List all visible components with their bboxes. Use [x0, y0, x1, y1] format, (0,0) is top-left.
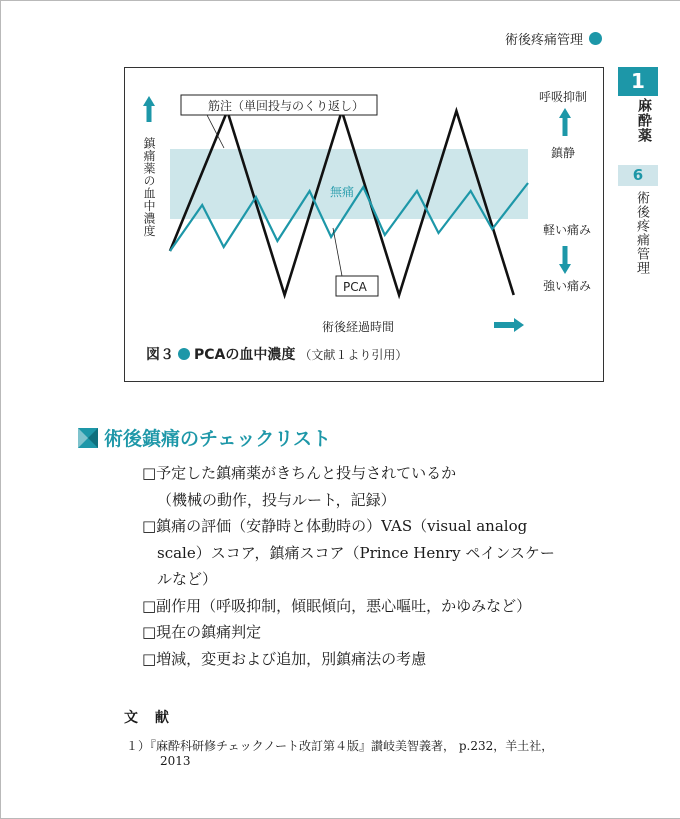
figure-caption-title: PCAの血中濃度 — [194, 347, 296, 363]
checklist-item[interactable] — [142, 593, 622, 620]
checklist-item-line: □現在の鎮痛判定 — [142, 623, 262, 641]
figure-caption-label: 図３ — [146, 347, 174, 363]
checklist-item-line: □鎮痛の評価（安静時と体動時の）VAS（visual analog — [142, 517, 528, 535]
section-heading-icon — [78, 428, 98, 448]
checklist-item[interactable] — [142, 646, 622, 673]
checklist-item-line: （機械の動作，投与ルート，記録） — [157, 490, 396, 509]
up-arrow-icon — [559, 108, 571, 136]
reference-item-line1: １）『麻酔科研修チェックノート改訂第４版』讃岐美智義著， p.232，羊土社， — [126, 739, 554, 753]
checklist-item-line: scale）スコア，鎮痛スコア（Prince Henry ペインスケー — [157, 543, 555, 562]
reference-item-line2: 2013 — [160, 754, 191, 768]
callout-pca-leader — [333, 228, 342, 276]
down-arrow-icon — [559, 246, 571, 274]
checklist-item[interactable] — [142, 619, 622, 646]
label-sedation: 鎮静 — [551, 146, 576, 160]
figure-caption — [146, 344, 407, 364]
checklist-item-line: □副作用（呼吸抑制，傾眠傾向，悪心嘔吐，かゆみなど） — [142, 596, 532, 615]
y-axis-arrow-icon — [143, 96, 155, 122]
checklist-item-line: □増減，変更および追加，別鎮痛法の考慮 — [142, 649, 427, 668]
section-tab-title: 術後疼痛管理 — [634, 191, 649, 275]
chapter-tab-number[interactable]: 1 — [618, 67, 658, 96]
label-resp-depression: 呼吸抑制 — [539, 90, 588, 104]
checklist-item[interactable] — [142, 460, 622, 513]
callout-im-label: 筋注（単回投与のくり返し） — [208, 99, 365, 113]
section-heading: 術後鎮痛のチェックリスト — [104, 428, 332, 450]
x-axis-arrow-icon — [494, 318, 524, 332]
checklist-item-line: ルなど） — [157, 570, 218, 588]
label-severe-pain: 強い痛み — [543, 279, 592, 293]
chapter-tab-title: 麻酔薬 — [636, 98, 652, 143]
label-mild-pain: 軽い痛み — [543, 223, 592, 237]
references-title: 文 献 — [124, 710, 175, 726]
checklist-item-line: □予定した鎮痛薬がきちんと投与されているか — [142, 464, 457, 482]
section-tab-number[interactable]: 6 — [632, 166, 644, 184]
checklist-item[interactable] — [142, 513, 622, 593]
y-axis-label: 鎮痛薬の血中濃度 — [142, 137, 156, 237]
checklist — [142, 460, 622, 672]
figure-caption-note: （文献１より引用） — [299, 347, 408, 362]
caption-dot-icon — [178, 348, 190, 360]
callout-pca-label: PCA — [343, 280, 367, 294]
running-head-text: 術後疼痛管理 — [504, 33, 583, 48]
band-label: 無痛 — [330, 185, 355, 199]
x-axis-label: 術後経過時間 — [322, 320, 395, 334]
